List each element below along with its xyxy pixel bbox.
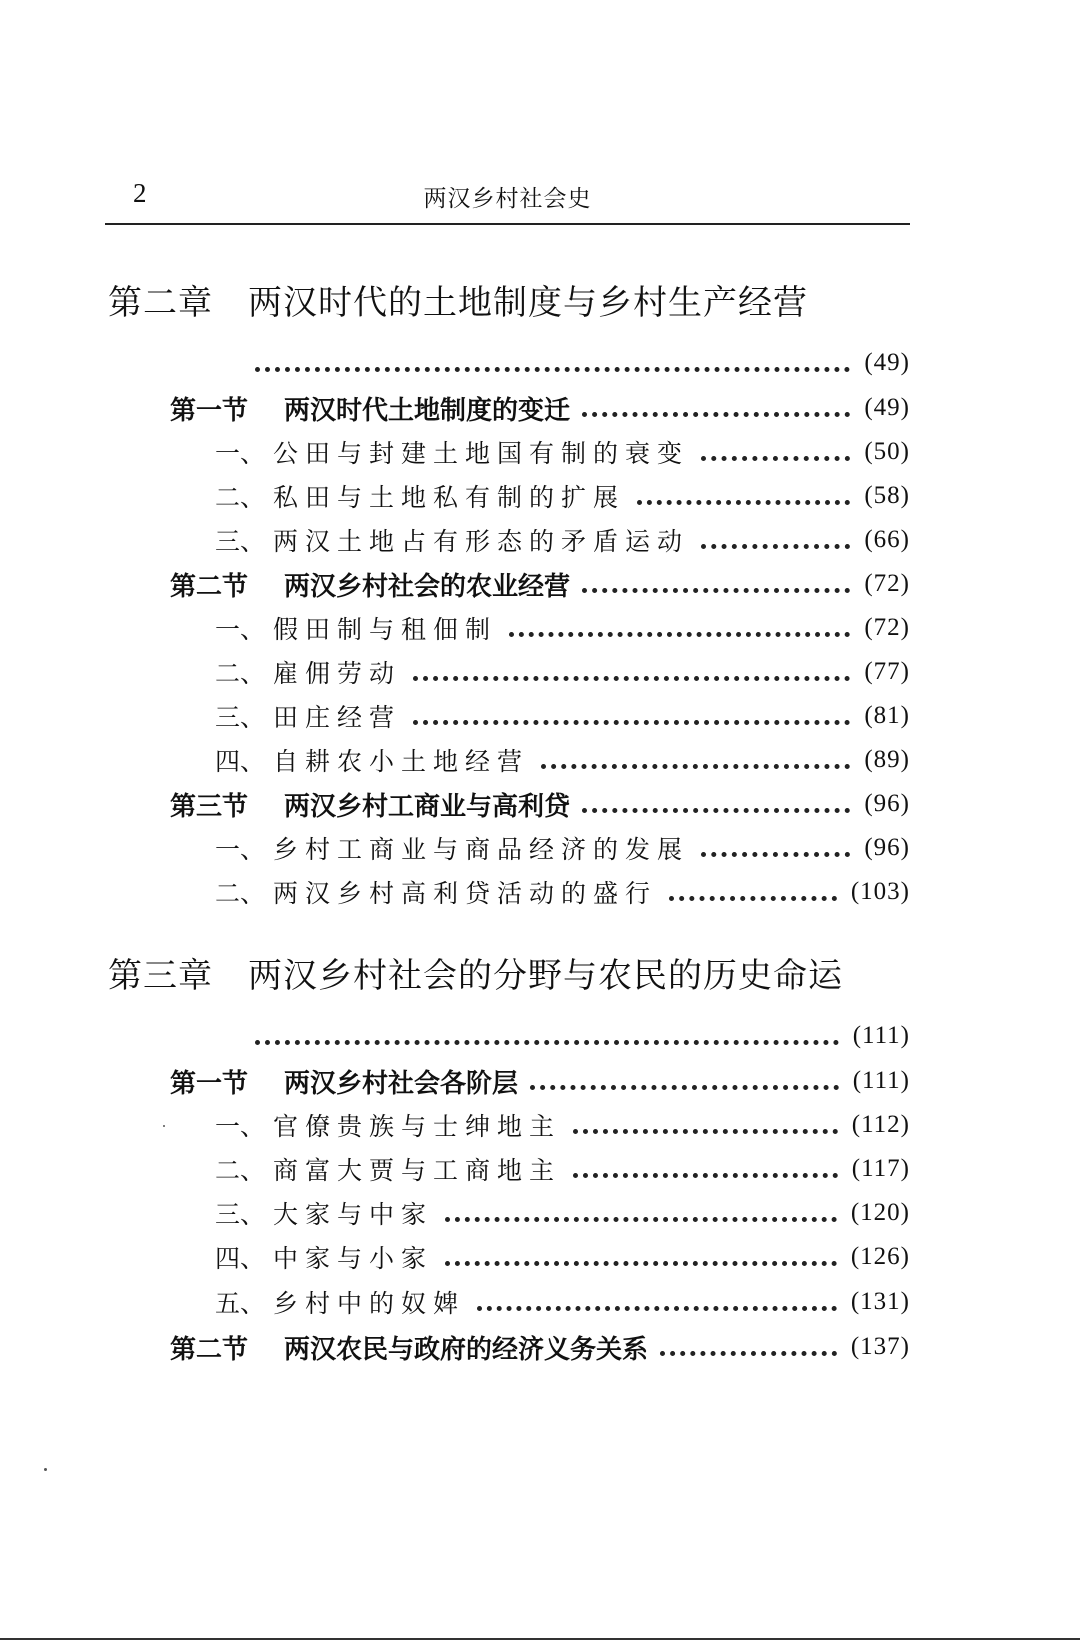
item-title: 乡村中的奴婢: [273, 1289, 466, 1318]
section-title: 两汉时代土地制度的变迁: [284, 395, 571, 426]
section-number: 第二节: [170, 1334, 249, 1365]
item-title: 两汉乡村高利贷活动的盛行: [273, 879, 658, 908]
toc-section: [170, 1329, 910, 1365]
toc-item: [215, 830, 910, 866]
toc-item: [215, 1195, 910, 1231]
leader-dots: [582, 412, 850, 417]
item-title: 公田与封建土地国有制的衰变: [273, 439, 690, 468]
leader-dots: [477, 1306, 837, 1311]
page-header: [105, 178, 910, 222]
leader-dots: [530, 1085, 839, 1090]
chapter-number: 第二章: [108, 283, 213, 323]
leader-dots: [573, 1173, 838, 1178]
page-ref: (126): [850, 1243, 910, 1270]
toc-item: [215, 1239, 910, 1275]
page-ref: (120): [850, 1199, 910, 1226]
item-number: 二、: [215, 879, 266, 908]
leader-dots: [255, 367, 850, 372]
section-number: 第一节: [170, 1068, 249, 1099]
item-number: 三、: [215, 527, 266, 556]
item-title: 官僚贵族与士绅地主: [273, 1112, 562, 1141]
page-ref: (49): [864, 394, 910, 421]
toc-item: [215, 1107, 910, 1143]
item-title: 自耕农小土地经营: [273, 747, 530, 776]
leader-dots: [701, 852, 850, 857]
scan-speck: [44, 1468, 47, 1471]
page-ref: (77): [864, 658, 910, 685]
page-number: 2: [133, 178, 147, 208]
page-ref: (96): [864, 790, 910, 817]
toc-item: [215, 522, 910, 558]
item-title: 两汉土地占有形态的矛盾运动: [273, 527, 690, 556]
scan-speck: [163, 1125, 165, 1127]
item-number: 一、: [215, 615, 266, 644]
page-ref: (96): [864, 834, 910, 861]
item-number: 一、: [215, 439, 266, 468]
item-title: 田庄经营: [273, 703, 402, 732]
section-number: 第二节: [170, 571, 249, 602]
item-number: 四、: [215, 1244, 266, 1273]
page-ref: (117): [851, 1155, 910, 1182]
leader-dots: [660, 1351, 837, 1356]
toc-item: [215, 434, 910, 470]
item-title: 私田与土地私有制的扩展: [273, 483, 626, 512]
item-number: 五、: [215, 1289, 266, 1318]
chapter-page-row: [255, 1018, 910, 1054]
leader-dots: [413, 676, 850, 681]
toc-item: [215, 1284, 910, 1320]
page-ref: (66): [864, 526, 910, 553]
toc-section: [170, 566, 910, 602]
section-title: 两汉农民与政府的经济义务关系: [284, 1334, 649, 1365]
toc-item: [215, 610, 910, 646]
toc-item: [215, 654, 910, 690]
item-number: 一、: [215, 835, 266, 864]
chapter-page-row: [255, 345, 910, 381]
leader-dots: [582, 588, 850, 593]
page-ref: (111): [852, 1022, 910, 1049]
page-ref: (49): [864, 349, 910, 376]
leader-dots: [255, 1040, 839, 1045]
page-ref: (137): [850, 1333, 910, 1360]
section-title: 两汉乡村社会的农业经营: [284, 571, 571, 602]
item-number: 四、: [215, 747, 266, 776]
page-ref: (111): [852, 1067, 910, 1094]
toc-section: [170, 1063, 910, 1099]
item-title: 雇佣劳动: [273, 659, 402, 688]
item-number: 二、: [215, 659, 266, 688]
item-number: 三、: [215, 1200, 266, 1229]
item-title: 乡村工商业与商品经济的发展: [273, 835, 690, 864]
leader-dots: [509, 632, 850, 637]
section-number: 第三节: [170, 791, 249, 822]
item-title: 大家与中家: [273, 1200, 434, 1229]
section-title: 两汉乡村社会各阶层: [284, 1068, 519, 1099]
leader-dots: [582, 808, 850, 813]
page-ref: (72): [864, 570, 910, 597]
header-rule: [105, 223, 910, 225]
page-ref: (89): [864, 746, 910, 773]
page-ref: (58): [864, 482, 910, 509]
leader-dots: [637, 500, 850, 505]
chapter-heading: [108, 948, 843, 997]
page-ref: (81): [864, 702, 910, 729]
chapter-title: 两汉时代的土地制度与乡村生产经营: [248, 283, 808, 323]
page-ref: (103): [850, 878, 910, 905]
leader-dots: [669, 896, 837, 901]
leader-dots: [541, 764, 850, 769]
chapter-title: 两汉乡村社会的分野与农民的历史命运: [248, 956, 843, 996]
item-number: 三、: [215, 703, 266, 732]
section-title: 两汉乡村工商业与高利贷: [284, 791, 571, 822]
running-title: 两汉乡村社会史: [423, 186, 592, 212]
item-title: 假田制与租佃制: [273, 615, 498, 644]
toc-item: [215, 698, 910, 734]
page-ref: (72): [864, 614, 910, 641]
item-title: 商富大贾与工商地主: [273, 1156, 562, 1185]
page-ref: (50): [864, 438, 910, 465]
page-ref: (131): [850, 1288, 910, 1315]
toc-section: [170, 786, 910, 822]
chapter-number: 第三章: [108, 956, 213, 996]
toc-section: [170, 390, 910, 426]
leader-dots: [445, 1217, 837, 1222]
page-ref: (112): [851, 1111, 910, 1138]
item-number: 二、: [215, 1156, 266, 1185]
leader-dots: [413, 720, 850, 725]
toc-item: [215, 742, 910, 778]
leader-dots: [445, 1261, 837, 1266]
item-number: 二、: [215, 483, 266, 512]
toc-item: [215, 1151, 910, 1187]
leader-dots: [573, 1129, 838, 1134]
toc-item: [215, 478, 910, 514]
item-number: 一、: [215, 1112, 266, 1141]
scan-edge-line: [0, 1638, 1080, 1640]
section-number: 第一节: [170, 395, 249, 426]
item-title: 中家与小家: [273, 1244, 434, 1273]
chapter-heading: [108, 275, 808, 324]
leader-dots: [701, 456, 850, 461]
toc-item: [215, 874, 910, 910]
leader-dots: [701, 544, 850, 549]
